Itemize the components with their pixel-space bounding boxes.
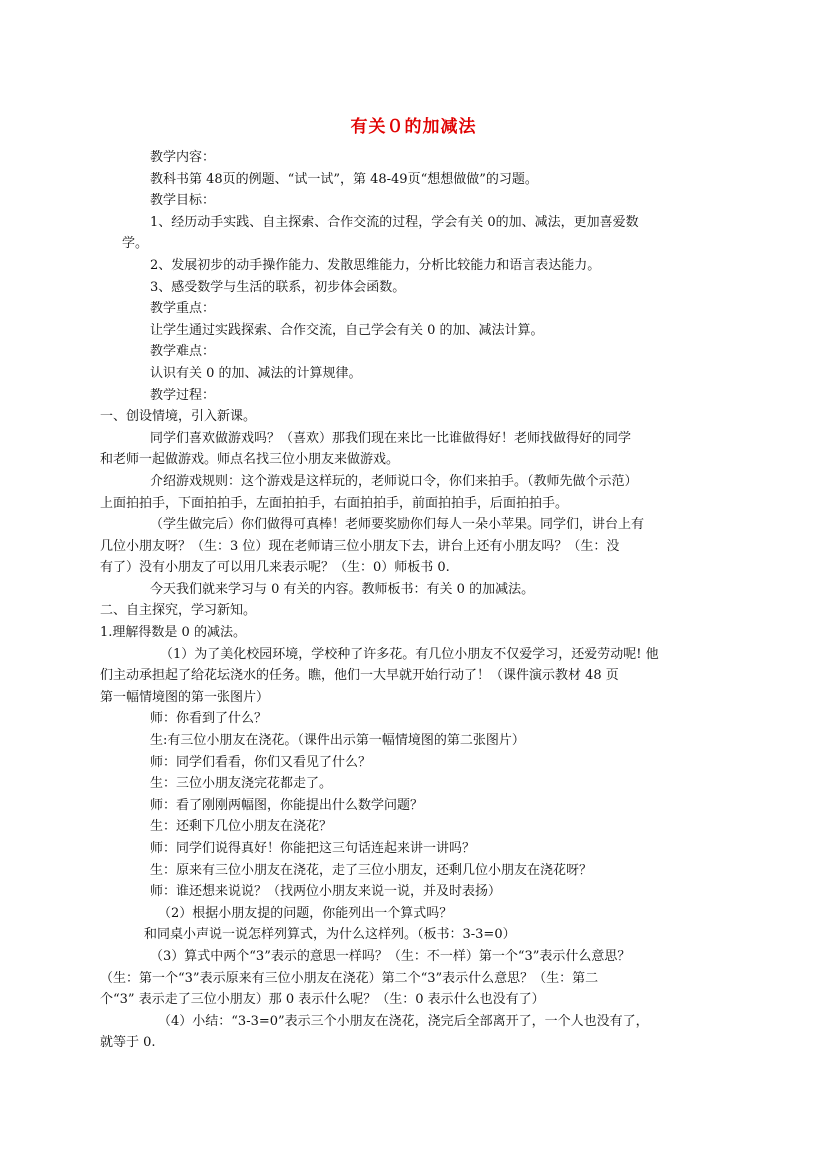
text-line: 2、发展初步的动手操作能力、发散思维能力，分析比较能力和语言表达能力。 bbox=[150, 257, 601, 273]
text-line: 师：同学们说得真好！你能把这三句话连起来讲一讲吗？ bbox=[150, 841, 476, 856]
text-line: 就等于 0. bbox=[100, 1035, 156, 1051]
text-line: 教学难点： bbox=[150, 344, 216, 360]
text-line: （2）根据小朋友提的问题，你能列出一个算式吗？ bbox=[158, 905, 453, 921]
text-line: 个“3” 表示走了三位小朋友）那 0 表示什么呢？（生：0 表示什么也没有了） bbox=[100, 992, 545, 1008]
text-line: 上面拍拍手，下面拍拍手，左面拍拍手，右面拍拍手，前面拍拍手，后面拍拍手。 bbox=[100, 495, 569, 511]
text-line: 第一幅情境图的第一张图片） bbox=[100, 689, 270, 705]
text-line: 师：谁还想来说说？（找两位小朋友来说一说，并及时表扬） bbox=[150, 884, 502, 900]
text-line: 有了）没有小朋友了可以用几来表示呢？（生：0）师板书 0. bbox=[100, 560, 450, 576]
text-line: 和老师一起做游戏。师点名找三位小朋友来做游戏。 bbox=[100, 452, 400, 468]
text-line: 3、感受数学与生活的联系，初步体会函数。 bbox=[150, 279, 406, 295]
document-body bbox=[100, 147, 710, 1054]
text-line: 1、经历动手实践、自主探索、合作交流的过程，学会有关 0的加、减法，更加喜爱数 bbox=[150, 214, 639, 230]
text-line: 们主动承担起了给花坛浇水的任务。瞧，他们一大早就开始行动了！（课件演示教材 48 页 bbox=[100, 668, 619, 684]
text-line: 和同桌小声说一说怎样列算式，为什么这样列。（板书：3-3=0） bbox=[144, 927, 516, 943]
text-line: 生：还剩下几位小朋友在浇花？ bbox=[150, 819, 333, 835]
text-line: 同学们喜欢做游戏吗？（喜欢）那我们现在来比一比谁做得好！老师找做得好的同学 bbox=[150, 430, 632, 446]
text-line: （学生做完后）你们做得可真棒！老师要奖励你们每人一朵小苹果。同学们，讲台上有 bbox=[150, 517, 645, 533]
text-line: 教科书第 48页的例题、“试一试”，第 48-49页“想想做做”的习题。 bbox=[150, 171, 538, 187]
text-line: 师：你看到了什么？ bbox=[150, 711, 268, 727]
text-line: 学。 bbox=[122, 236, 149, 252]
text-line: 教学目标： bbox=[150, 193, 216, 209]
text-line: 认识有关 0 的加、减法的计算规律。 bbox=[150, 365, 362, 381]
text-line: 教学过程： bbox=[150, 387, 216, 403]
text-line: 一、创设情境，引入新课。 bbox=[100, 409, 257, 425]
text-line: （生：第一个“3”表示原来有三位小朋友在浇花）第二个“3”表示什么意思？（生：第二 bbox=[100, 970, 599, 986]
text-line: 介绍游戏规则：这个游戏是这样玩的，老师说口令，你们来拍手。（教师先做个示范） bbox=[150, 473, 638, 489]
text-line: （3）算式中两个“3”表示的意思一样吗？（生：不一样）第一个“3”表示什么意思？ bbox=[150, 948, 631, 964]
text-line: （1）为了美化校园环境，学校种了许多花。有几位小朋友不仅爱学习，还爱劳动呢! 他 bbox=[160, 646, 659, 662]
text-line: 生：三位小朋友浇完花都走了。 bbox=[150, 776, 333, 792]
text-line: 师：看了刚刚两幅图，你能提出什么数学问题？ bbox=[150, 797, 424, 813]
document-title: 有关０的加减法 bbox=[350, 117, 477, 137]
text-line: （4）小结：“3-3=0”表示三个小朋友在浇花，浇完后全部离开了，一个人也没有了， bbox=[158, 1013, 649, 1029]
text-line: 师：同学们看看，你们又看见了什么？ bbox=[150, 754, 372, 770]
text-line: 教学内容： bbox=[150, 150, 216, 165]
text-line: 生:有三位小朋友在浇花。（课件出示第一幅情境图的第二张图片） bbox=[150, 733, 525, 749]
text-line: 二、自主探究，学习新知。 bbox=[100, 603, 257, 619]
text-line: 今天我们就来学习与 0 有关的内容。教师板书：有关 0 的加减法。 bbox=[150, 581, 535, 597]
text-line: 几位小朋友呀？（生：3 位）现在老师请三位小朋友下去，讲台上还有小朋友吗？（生：没 bbox=[100, 538, 620, 554]
text-line: 1.理解得数是 0 的减法。 bbox=[100, 625, 246, 641]
text-line: 让学生通过实践探索、合作交流，自己学会有关 0 的加、减法计算。 bbox=[150, 322, 544, 338]
text-line: 教学重点： bbox=[150, 301, 216, 317]
text-line: 生：原来有三位小朋友在浇花，走了三位小朋友，还剩几位小朋友在浇花呀？ bbox=[150, 862, 593, 878]
